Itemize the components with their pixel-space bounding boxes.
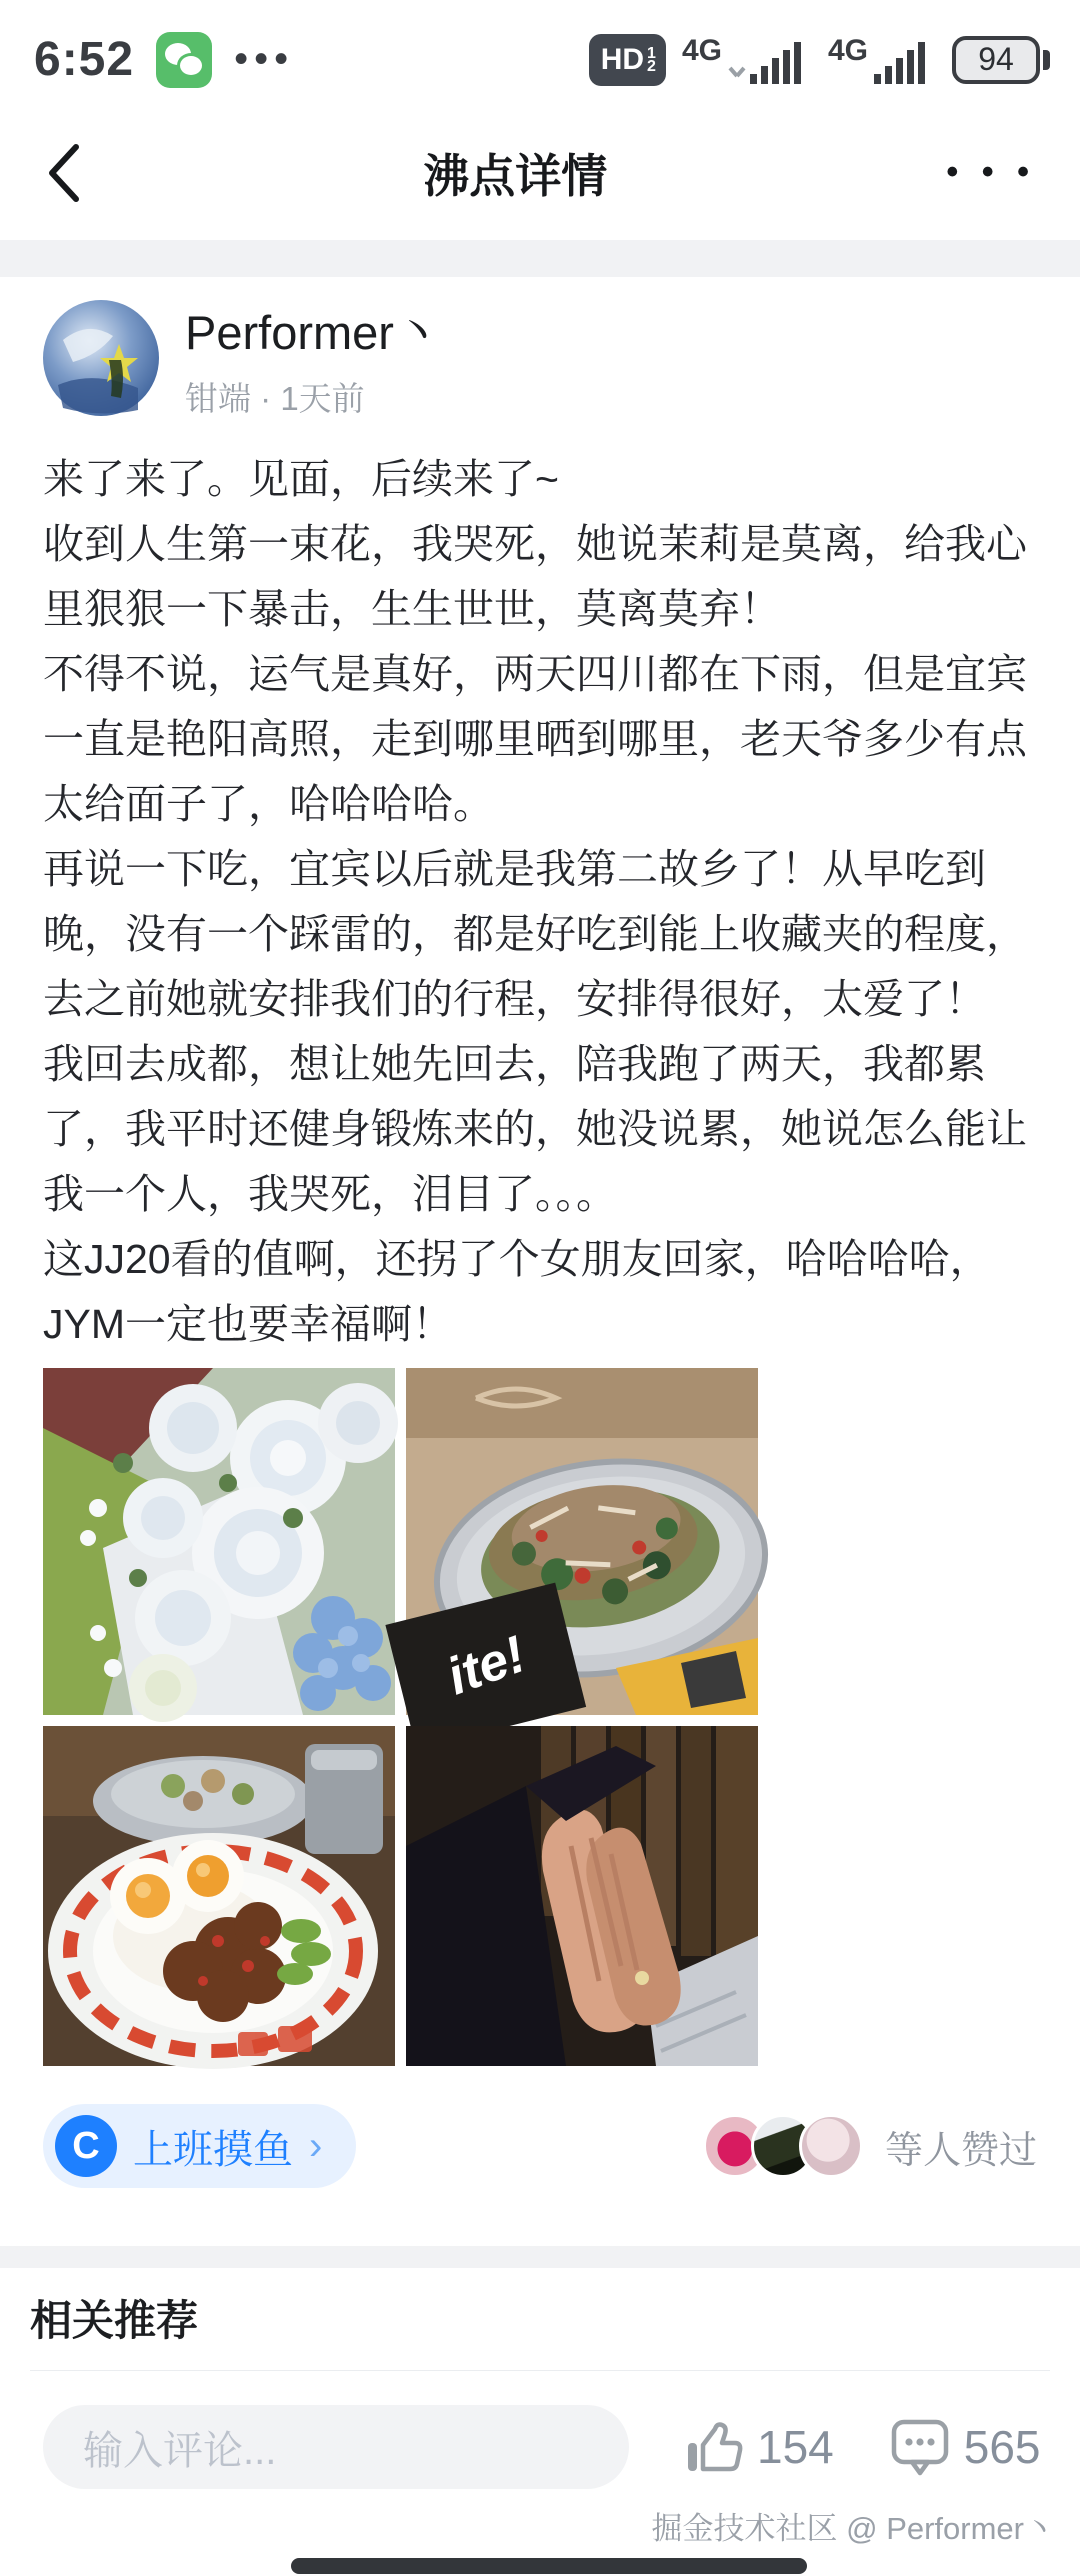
related-title: 相关推荐 bbox=[30, 2297, 199, 2344]
topic-circle-icon: C bbox=[55, 2115, 117, 2177]
thumbs-up-icon bbox=[685, 2419, 743, 2475]
post-text-line: 去之前她就安排我们的行程，安排得很好，太爱了！ bbox=[43, 976, 986, 1022]
likers-group[interactable] bbox=[703, 2114, 1037, 2178]
topic-tag-pill[interactable] bbox=[43, 2104, 356, 2188]
liker-avatar bbox=[799, 2114, 863, 2178]
post-card bbox=[0, 277, 1080, 2246]
page-title: 沸点详情 bbox=[423, 149, 608, 202]
rice-eggs-photo[interactable] bbox=[43, 1726, 395, 2066]
back-icon[interactable] bbox=[44, 141, 84, 205]
post-text-line: 里狠狠一下暴击，生生世世，莫离莫弃！ bbox=[43, 586, 781, 632]
watermark-text: 掘金技术社区 @ Performer丶 bbox=[651, 2511, 1055, 2546]
comment-placeholder: 输入评论... bbox=[83, 2428, 277, 2473]
hd-volte-icon: HD 1 2 bbox=[589, 34, 666, 86]
battery-icon bbox=[952, 36, 1050, 84]
home-indicator bbox=[291, 2558, 807, 2574]
likers-text: 等人赞过 bbox=[884, 2129, 1037, 2172]
post-text-line: 我回去成都，想让她先回去，陪我跑了两天，我都累 bbox=[43, 1041, 986, 1087]
post-body bbox=[43, 447, 1037, 1357]
nav-bar bbox=[0, 105, 1080, 240]
post-text-line: 了，我平时还健身锻炼来的，她没说累，她说怎么能让 bbox=[43, 1106, 1027, 1152]
post-text-line: 我一个人，我哭死，泪目了。。。 bbox=[43, 1171, 617, 1217]
signal-sim2-icon: 4G bbox=[828, 34, 936, 86]
author-avatar[interactable] bbox=[43, 300, 159, 416]
author-meta: 钳端 · 1天前 bbox=[185, 380, 365, 417]
like-button[interactable] bbox=[685, 2419, 834, 2475]
author-name[interactable]: Performer丶 bbox=[185, 306, 441, 359]
signal-sim1-icon: 4G bbox=[682, 34, 812, 86]
post-image-grid bbox=[43, 1368, 1037, 2066]
nav-menu-icon[interactable]: • • • bbox=[946, 153, 1036, 191]
post-text-line: 这JJ20看的值啊，还拐了个女朋友回家，哈哈哈哈， bbox=[43, 1236, 991, 1282]
wechat-notification-icon bbox=[156, 32, 212, 88]
post-text-line: 收到人生第一束花，我哭死，她说茉莉是莫离，给我心 bbox=[43, 521, 1027, 567]
clock-time: 6:52 bbox=[34, 33, 135, 86]
divider-band bbox=[0, 240, 1080, 277]
photo-overlay-text: ite! bbox=[439, 1625, 533, 1707]
post-text-line: 太给面子了，哈哈哈哈。 bbox=[43, 781, 494, 827]
post-text-line: 来了来了。见面，后续来了~ bbox=[43, 456, 559, 502]
battery-percent: 94 bbox=[978, 41, 1014, 77]
holding-hands-photo[interactable] bbox=[406, 1726, 758, 2066]
bottom-bar bbox=[0, 2371, 1080, 2574]
topic-tag-label: 上班摸鱼 bbox=[133, 2127, 293, 2172]
salad-tray-photo[interactable] bbox=[406, 1368, 758, 1715]
status-more-icon: ••• bbox=[234, 37, 295, 81]
comment-button[interactable] bbox=[890, 2418, 1041, 2476]
post-text-line: 不得不说，运气是真好，两天四川都在下雨，但是宜宾 bbox=[43, 651, 1027, 697]
comment-input[interactable] bbox=[43, 2405, 629, 2489]
like-count: 154 bbox=[757, 2421, 834, 2473]
comment-bubble-icon bbox=[890, 2418, 950, 2476]
post-text-line: 再说一下吃，宜宾以后就是我第二故乡了！从早吃到 bbox=[43, 846, 986, 892]
chevron-right-icon: › bbox=[309, 2123, 323, 2168]
post-text-line: 晚，没有一个踩雷的，都是好吃到能上收藏夹的程度， bbox=[43, 911, 1027, 957]
status-bar bbox=[0, 0, 1080, 105]
comment-count: 565 bbox=[963, 2421, 1041, 2473]
divider-band bbox=[0, 2246, 1080, 2268]
post-text-line: JYM一定也要幸福啊！ bbox=[43, 1301, 453, 1347]
bouquet-photo[interactable] bbox=[43, 1368, 395, 1715]
related-section bbox=[0, 2268, 1080, 2371]
post-text-line: 一直是艳阳高照，走到哪里晒到哪里，老天爷多少有点 bbox=[43, 716, 1027, 762]
